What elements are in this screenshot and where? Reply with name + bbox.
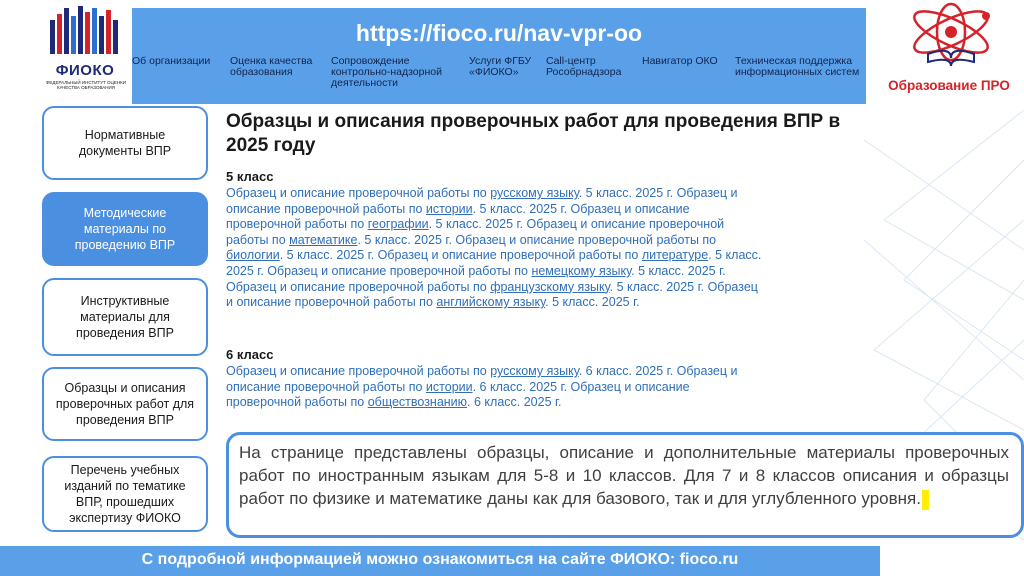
top-header	[132, 8, 866, 104]
nav-item-quality[interactable]: Оценка качества образования	[230, 55, 313, 78]
sidebar-item-methodical[interactable]	[42, 192, 208, 266]
sample-suffix: . 6 класс. 2025 г.	[467, 395, 562, 410]
sample-suffix: . 5 класс. 2025 г.	[609, 279, 708, 294]
subject-link[interactable]: английскому языку	[436, 295, 546, 310]
sidebar-item-instructive[interactable]	[42, 278, 208, 356]
info-box	[226, 432, 1024, 538]
sample-suffix: . 5 класс. 2025 г.	[226, 248, 762, 278]
sample-suffix: . 6 класс. 2025 г.	[578, 364, 677, 378]
sample-prefix: Образец и описание проверочной работы по	[226, 279, 758, 310]
nav-item-about[interactable]: Об организации	[132, 55, 211, 67]
sidebar-item-label: Образцы и описания проверочных работ для проведения ВПР	[55, 381, 195, 427]
footer-bar	[0, 546, 880, 576]
sample-suffix: . 5 класс. 2025 г.	[578, 186, 677, 200]
sample-prefix: Образец и описание проверочной работы по	[226, 217, 725, 247]
sample-suffix: . 6 класс. 2025 г.	[472, 379, 571, 394]
sample-suffix: . 5 класс. 2025 г.	[472, 201, 571, 216]
subject-link[interactable]: обществознанию	[367, 395, 468, 410]
sample-suffix: . 5 класс. 2025 г.	[279, 248, 378, 263]
grade-5-list	[226, 186, 766, 311]
sidebar-item-samples[interactable]	[42, 367, 208, 441]
atom-book-icon	[906, 2, 996, 68]
nav-item-support[interactable]: Техническая поддержка информационных систем	[735, 55, 860, 78]
sample-suffix: . 5 класс. 2025 г.	[428, 217, 527, 232]
subject-link[interactable]: русскому языку	[490, 186, 579, 200]
page-title: Образцы и описания проверочных работ для проведения ВПР в 2025 году	[226, 111, 841, 156]
subject-link[interactable]: литературе	[641, 248, 709, 263]
sample-prefix: Образец и описание проверочной работы по	[226, 186, 738, 216]
sample-suffix: . 5 класс. 2025 г.	[545, 295, 640, 310]
nav-item-call-center[interactable]: Call-центр Рособрнадзора	[546, 55, 622, 78]
top-nav	[132, 56, 866, 102]
sidebar-item-label: Перечень учебных изданий по тематике ВПР, прошедших экспертизу ФИОКО	[64, 463, 186, 525]
fioko-brand: ФИОКО	[55, 62, 115, 79]
text-cursor	[922, 490, 929, 510]
grade-6-heading: 6 класс	[226, 347, 274, 362]
subject-link[interactable]: биологии	[226, 248, 280, 263]
sample-prefix: Образец и описание проверочной работы по	[455, 232, 717, 247]
sample-prefix: Образец и описание проверочной работы по	[377, 248, 642, 263]
nav-item-navigator[interactable]: Навигатор ОКО	[642, 55, 718, 67]
info-text: На странице представлены образцы, описание и дополнительные материалы проверочных работ по иностранным языкам для 5-8 и 10 классов. Для 7 и 8 классов описания и образцы работ по физике и математике даны как для базового, так и для углубленного уровня.	[239, 443, 1009, 508]
sample-prefix: Образец и описание проверочной работы по	[226, 364, 738, 394]
subject-link[interactable]: истории	[425, 201, 473, 216]
sidebar-item-normative[interactable]	[42, 106, 208, 180]
sample-prefix: Образец и описание проверочной работы по	[226, 201, 690, 232]
fioko-emblem-icon	[50, 6, 120, 56]
sidebar-item-textbooks[interactable]	[42, 456, 208, 532]
sample-prefix: Образец и описание проверочной работы по	[226, 364, 491, 378]
subject-link[interactable]: русскому языку	[490, 364, 579, 378]
footer-text: С подробной информацией можно ознакомиться на сайте ФИОКО: fioco.ru	[141, 551, 739, 568]
subject-link[interactable]: французскому языку	[490, 279, 610, 294]
sample-prefix: Образец и описание проверочной работы по	[226, 279, 491, 294]
subject-link[interactable]: немецкому языку	[531, 263, 632, 278]
obrazovanie-pro-logo[interactable]	[876, 2, 1022, 98]
subject-link[interactable]: истории	[425, 379, 473, 394]
sample-prefix: Образец и описание проверочной работы по	[267, 263, 532, 278]
nav-item-supervision[interactable]: Сопровождение контрольно-надзорной деятельности	[331, 55, 442, 89]
sample-suffix: . 5 класс. 2025 г.	[631, 263, 726, 278]
sample-prefix: Образец и описание проверочной работы по	[226, 379, 690, 410]
sample-suffix: . 5 класс. 2025 г.	[357, 232, 456, 247]
nav-item-services[interactable]: Услуги ФГБУ «ФИОКО»	[469, 55, 532, 78]
sidebar-item-label: Нормативные документы ВПР	[78, 128, 172, 158]
subject-link[interactable]: географии	[367, 217, 429, 232]
grade-6-list	[226, 364, 766, 411]
grade-5-heading: 5 класс	[226, 169, 274, 184]
sample-prefix: Образец и описание проверочной работы по	[226, 186, 491, 200]
sidebar-item-label: Инструктивные материалы для проведения ВПР	[76, 294, 174, 340]
sidebar-item-label: Методические материалы по проведению ВПР	[74, 206, 176, 252]
header-url[interactable]: https://fioco.ru/nav-vpr-oo	[355, 20, 643, 46]
fioko-subtitle: ФЕДЕРАЛЬНЫЙ ИНСТИТУТ ОЦЕНКИ КАЧЕСТВА ОБРАЗОВАНИЯ	[45, 80, 126, 90]
fioko-logo[interactable]	[40, 4, 130, 96]
subject-link[interactable]: математике	[289, 232, 358, 247]
pro-logo-text: Образование ПРО	[888, 78, 1010, 93]
